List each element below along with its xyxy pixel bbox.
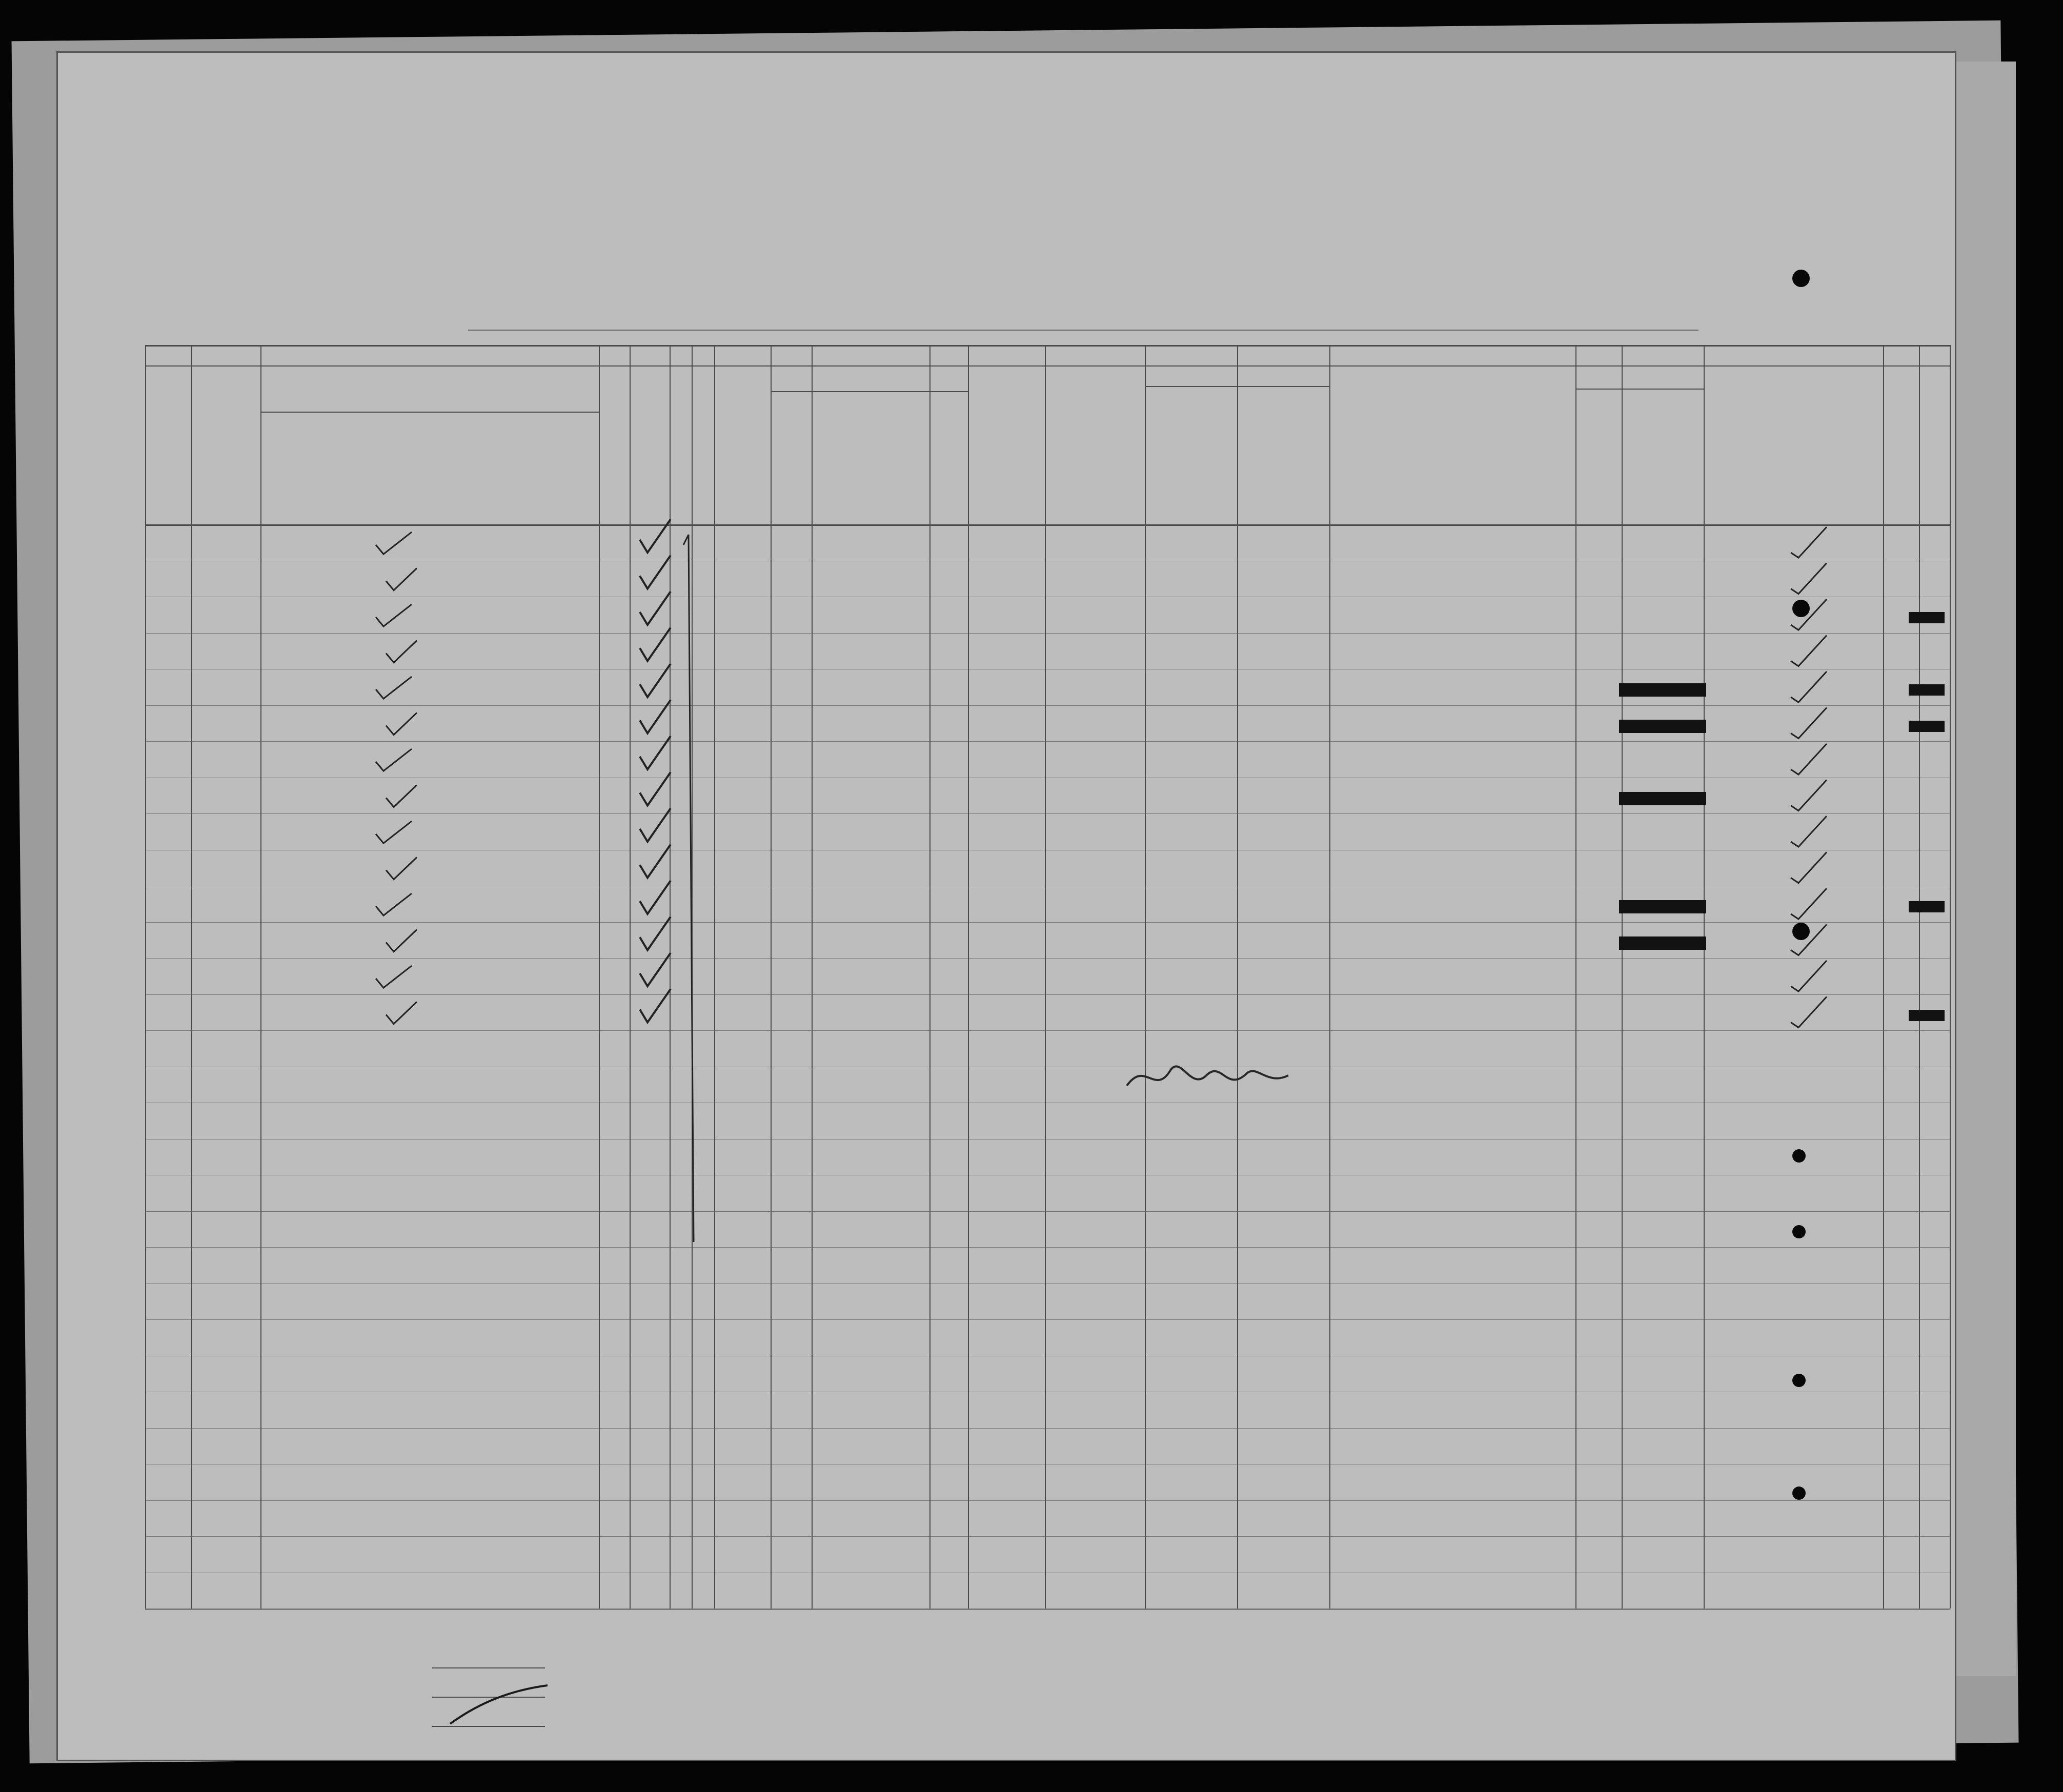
check-mark	[1791, 636, 1827, 666]
check-mark	[640, 736, 671, 769]
check-mark	[640, 953, 671, 986]
check-mark	[1791, 961, 1827, 991]
check-mark	[386, 858, 417, 880]
check-mark	[640, 881, 671, 914]
total-underline	[432, 1667, 545, 1668]
punch-hole	[1792, 1486, 1806, 1500]
check-mark	[1791, 563, 1827, 594]
check-mark	[640, 845, 671, 878]
check-mark	[640, 772, 671, 806]
check-mark	[376, 604, 412, 626]
punch-hole	[1792, 1225, 1806, 1238]
check-mark	[1791, 671, 1827, 702]
check-mark	[640, 808, 671, 842]
punch-hole	[1792, 1374, 1806, 1387]
check-mark	[386, 785, 417, 807]
check-mark	[640, 917, 671, 950]
check-mark	[376, 749, 412, 771]
check-mark	[683, 535, 694, 1242]
check-mark	[386, 641, 417, 663]
check-mark	[640, 556, 671, 589]
manifest-sheet	[56, 51, 1956, 1761]
check-mark	[386, 568, 417, 590]
check-mark	[1791, 888, 1827, 919]
check-mark	[386, 713, 417, 735]
check-mark	[1791, 708, 1827, 739]
punch-hole	[1792, 1149, 1806, 1163]
punch-hole	[1792, 600, 1810, 617]
check-mark	[376, 677, 412, 699]
check-mark	[1791, 816, 1827, 847]
check-mark	[640, 519, 671, 553]
check-marks	[58, 53, 1955, 1760]
check-mark	[386, 930, 417, 952]
check-mark	[640, 592, 671, 625]
check-mark	[640, 989, 671, 1023]
check-mark	[1791, 780, 1827, 811]
check-mark	[640, 628, 671, 661]
footer-slash	[448, 1683, 550, 1729]
check-mark	[1791, 852, 1827, 883]
check-mark	[1791, 744, 1827, 775]
check-mark	[1791, 527, 1827, 558]
punch-hole	[1792, 923, 1810, 940]
check-mark	[386, 1002, 417, 1024]
check-mark	[376, 821, 412, 843]
check-mark	[640, 700, 671, 734]
check-mark	[1791, 997, 1827, 1028]
punch-hole	[1792, 270, 1810, 287]
check-mark	[376, 532, 412, 554]
check-mark	[640, 664, 671, 697]
check-mark	[376, 966, 412, 988]
check-mark	[376, 893, 412, 915]
